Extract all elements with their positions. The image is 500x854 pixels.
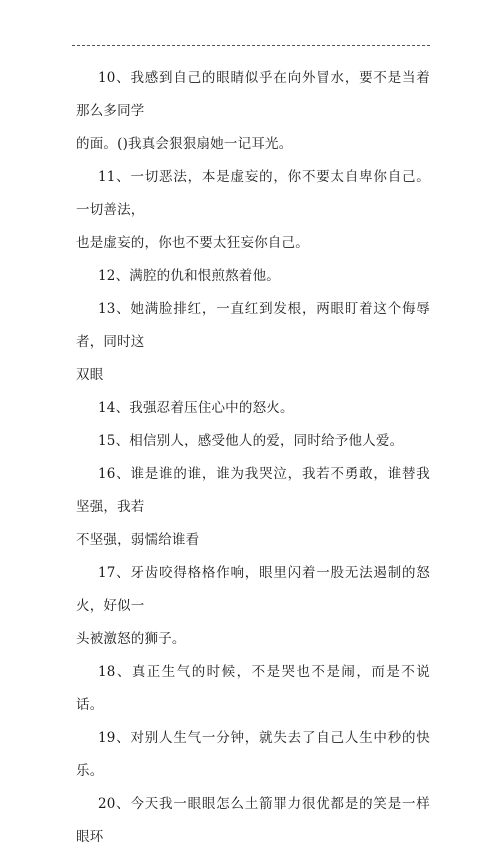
paragraph-20 (76, 788, 430, 854)
paragraph-line: 头被激怒的狮子。 (76, 631, 186, 647)
paragraph-line: 11、一切恶法，本是虚妄的，你不要太自卑你自己。一切善法， (76, 169, 430, 218)
paragraph-19 (76, 722, 430, 788)
paragraph-line: 18、真正生气的时候，不是哭也不是闹，而是不说话。 (76, 664, 430, 713)
document-body (76, 62, 430, 854)
paragraph-18 (76, 656, 430, 722)
paragraph-line: 也是虚妄的，你也不要太狂妄你自己。 (76, 235, 309, 251)
paragraph-line: 双眼 (76, 367, 104, 383)
paragraph-16 (76, 458, 430, 557)
paragraph-10 (76, 62, 430, 161)
paragraph-17 (76, 557, 430, 656)
paragraph-line: 16、谁是谁的谁，谁为我哭泣，我若不勇敢，谁替我坚强，我若 (76, 466, 430, 515)
paragraph-line: 不坚强，弱懦给谁看 (76, 532, 200, 548)
paragraph-line: 的面。()我真会狠狠扇她一记耳光。 (76, 136, 293, 152)
paragraph-line: 14、我强忍着压住心中的怒火。 (98, 400, 294, 416)
paragraph-line: 12、满腔的仇和恨煎熬着他。 (98, 268, 280, 284)
paragraph-line: 17、牙齿咬得格格作响，眼里闪着一股无法遏制的怒火，好似一 (76, 565, 430, 614)
paragraph-12 (76, 260, 430, 293)
paragraph-line: 19、对别人生气一分钟，就失去了自己人生中秒的快乐。 (76, 730, 430, 779)
paragraph-line: 13、她满脸排红，一直红到发根，两眼盯着这个侮辱者，同时这 (76, 301, 430, 350)
header-divider (72, 45, 430, 46)
paragraph-11 (76, 161, 430, 260)
paragraph-line: 10、我感到自己的眼睛似乎在向外冒水，要不是当着那么多同学 (76, 70, 430, 119)
paragraph-14 (76, 392, 430, 425)
paragraph-15 (76, 425, 430, 458)
paragraph-line: 20、今天我一眼眼怎么土箭罪力很优都是的笑是一样眼环 (76, 796, 430, 845)
paragraph-13 (76, 293, 430, 392)
paragraph-line: 15、相信别人，感受他人的爱，同时给予他人爱。 (98, 433, 404, 449)
